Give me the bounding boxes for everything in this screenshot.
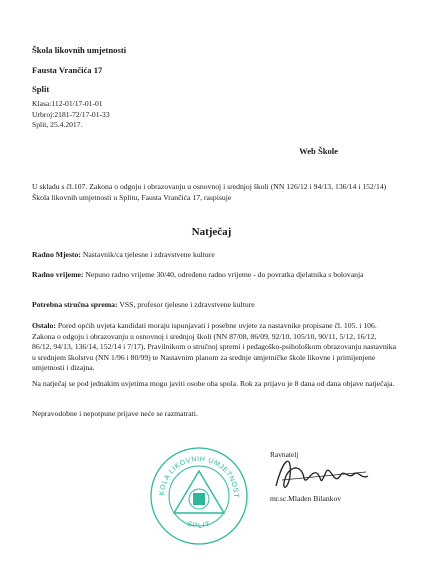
intro-paragraph: U skladu s čl.107. Zakona o odgoju i obrazovanju u osnovnoj i srednjoj školi (NN 126/12 i 94/13, 136/14 i 152/14) Škola likovnih umjetnosti u Splitu, Fausta Vrančića 17, raspisuje — [32, 182, 387, 202]
svg-text:SPLIT — [186, 521, 211, 530]
section-text: VSS, profesor tjelesne i zdravstvene kulture — [117, 300, 255, 309]
section-label: Radno vrijeme: — [32, 270, 84, 279]
signature-block — [262, 446, 382, 516]
section-text: Pored općih uvjeta kandidati moraju ispunjavati i posebne uvjete za nastavnike propisane čl. 105. i 106. Zakona o odgoju i obrazovanju u osnovnoj i srednjoj školi (NN 87/08, 86/09, 92/10, 105/10, 90/11, 5/12, 16/12, 86/12, 94/13, 136/14, 152/14 i 7/17), Pravilnikom o stručnoj spremi i pedagoško-psihološkom obrazovanju nastavnika u srednjem školstvu (NN 1/96 i 80/99) te Nastavnim planom za srednje umjetničke škole likovne i primijenjene umjetnosti i dizajna. — [32, 321, 397, 373]
school-street: Fausta Vrančića 17 — [32, 65, 103, 75]
signatory-name: mr.sc.Mladen Bilankov — [270, 494, 342, 503]
incomplete-paragraph: Nepravodobne i nepotpune prijave neće se razmatrati. — [32, 409, 198, 418]
stamp-text-bottom: SPLIT — [186, 520, 212, 530]
section-ostalo — [32, 321, 397, 374]
school-name: Škola likovnih umjetnosti — [32, 45, 127, 55]
section-radno-mjesto — [32, 250, 397, 261]
stamp-text-top: KOLA LIKOVNIH UMJETNOST — [158, 455, 240, 499]
notice-paragraph: Na natječaj se pod jednakim uvjetima mogu javiti osobe oba spola. Rok za prijavu je 8 dana od dana objave natječaja. — [32, 379, 395, 388]
recipient: Web Škole — [299, 146, 338, 156]
svg-text:ŠKOLA LIKOVNIH UMJETNOSTI — [146, 443, 239, 498]
document-date: Split, 25.4.2017. — [32, 120, 83, 129]
section-label: Potrebna stručna sprema: — [32, 300, 118, 309]
section-text: Nepuno radno vrijeme 30/40, određeno radno vrijeme - do povratka djelatnika s bolovanja — [83, 270, 364, 279]
school-stamp — [146, 443, 252, 554]
section-radno-vrijeme — [32, 270, 397, 281]
urbroj-number: Urbroj:2181-72/17-01-33 — [32, 110, 110, 119]
section-strucna-sprema — [32, 300, 397, 311]
school-city: Split — [32, 84, 50, 94]
section-text: Nastavnik/ca tjelesne i zdravstvene kulture — [80, 250, 215, 259]
signature-label: Ravnatelj — [270, 450, 299, 459]
klasa-number: Klasa:112-01/17-01-01 — [32, 99, 103, 108]
section-label: Radno Mjesto: — [32, 250, 81, 259]
section-label: Ostalo: — [32, 321, 56, 330]
page-title: Natječaj — [191, 226, 232, 238]
